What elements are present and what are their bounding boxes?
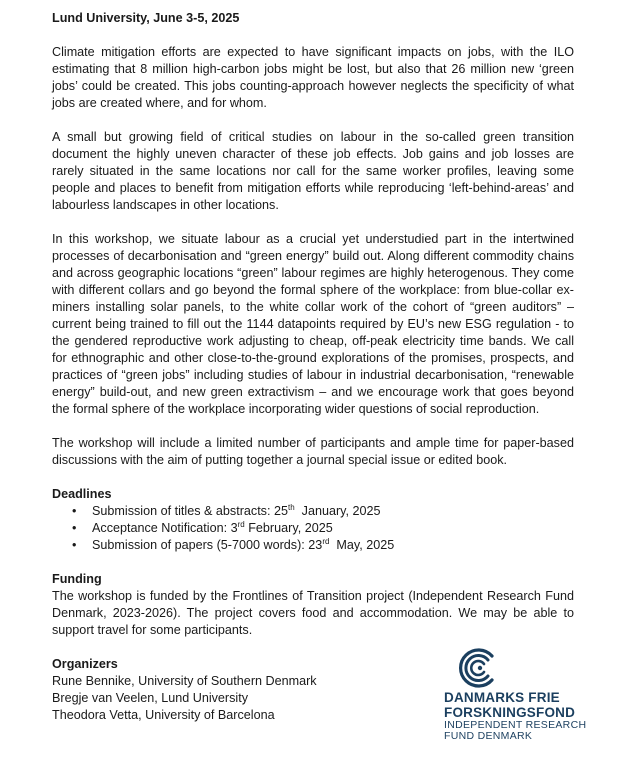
deadlines-heading: Deadlines: [52, 487, 112, 501]
bullet-icon: •: [72, 504, 77, 518]
organizers-heading: Organizers: [52, 657, 118, 671]
organizer-name: Bregje van Veelen, Lund University: [52, 691, 249, 705]
deadlines-list: [52, 503, 574, 554]
bullet-icon: •: [72, 521, 77, 535]
organizer-name: Rune Bennike, University of Southern Denmark: [52, 674, 317, 688]
concentric-arcs-logo-icon: [458, 646, 498, 690]
document-page: [52, 10, 574, 724]
funding-text: The workshop is funded by the Frontlines of Transition project (Independent Research Fund Denmark, 2023-2026). The project covers food and accommodation. We may be able to support travel for some participants.: [52, 589, 574, 637]
paragraph-intro: Climate mitigation efforts are expected to have significant impacts on jobs, with the ILO estimating that 8 million high-carbon jobs might be lost, but also that 26 million new ‘green jobs’ could be created. This jobs counting-approach however neglects the specificity of what jobs are created where, and for whom.: [52, 45, 574, 110]
paragraph-workshop-format: The workshop will include a limited number of participants and ample time for paper-based discussions with the aim of putting together a journal special issue or edited book.: [52, 436, 574, 467]
deadline-item: • Acceptance Notification: 3rd February, 2025: [72, 520, 333, 535]
deadline-item: • Submission of papers (5-7000 words): 23rd May, 2025: [72, 537, 395, 552]
bullet-icon: •: [72, 538, 77, 552]
logo-line-1: DANMARKS FRIE: [444, 690, 560, 705]
paragraph-critical-studies: A small but growing field of critical studies on labour in the so-called green transition document the highly uneven character of these job effects. Job gains and job losses are rarely situated in the same locations nor call for the same worker profiles, leaving some people and places to benefit from mitigation efforts while reproducing ‘left-behind-areas’ and labourless landscapes in other locations.: [52, 130, 574, 212]
funding-heading: Funding: [52, 572, 102, 586]
funder-logo: [444, 646, 594, 742]
paragraph-workshop-focus: In this workshop, we situate labour as a crucial yet understudied part in the intertwined processes of decarbonisation and “green energy” build out. Along different commodity chains and across geographic locations “green” labour regimes are highly heterogenous. They come with different collars and go beyond the formal sphere of the workplace: from blue-collar ex-miners installing solar panels, to the white collar work of the cohort of “green auditors” – current being trained to fill out the 1144 datapoints required by EU’s new ESG regulation - to the gendered reproductive work adjusting to cheap, off-peak electricity time bands. We call for ethnographic and other close-to-the-ground explorations of the promises, prospects, and practices of “green jobs” including studies of labour in industrial decarbonisation, “renewable energy” build-out, and new green extractivism – and we encourage work that goes beyond the formal sphere of the workplace incorporating wider questions of social reproduction.: [52, 232, 574, 416]
event-header: Lund University, June 3-5, 2025: [52, 11, 240, 25]
logo-line-3: INDEPENDENT RESEARCH: [444, 719, 587, 731]
deadline-item: • Submission of titles & abstracts: 25th January, 2025: [72, 503, 381, 518]
logo-line-2: FORSKNINGSFOND: [444, 705, 576, 720]
organizer-name: Theodora Vetta, University of Barcelona: [52, 708, 275, 722]
logo-line-4: FUND DENMARK: [444, 730, 533, 742]
